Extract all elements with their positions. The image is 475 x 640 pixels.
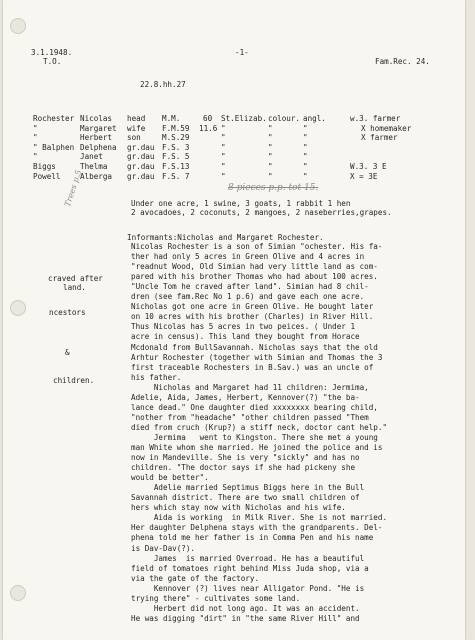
household-cell-color: colour. xyxy=(268,114,301,123)
household-cell-rel: gr.dau xyxy=(127,152,155,162)
body-line: Aida is working in Milk River. She is not married. xyxy=(131,513,388,523)
body-line: James is married Overroad. He has a beautiful xyxy=(131,553,365,563)
body-line: "Uncle Tom he craved after land". Simian had 8 chil- xyxy=(131,282,369,292)
household-cell-religion: angl. xyxy=(303,114,326,123)
household-cell-surname: " xyxy=(33,133,38,143)
header-date: 3.1.1948. xyxy=(31,48,73,57)
body-line: dren (see fam.Rec No 1 p.6) and gave each one acre. xyxy=(131,292,365,302)
household-cell-occupation: w.3. farmer xyxy=(350,114,401,123)
body-line: is Dav-Dav(?). xyxy=(131,543,196,553)
informants-line: Informants:Nicholas and Margaret Rochester. xyxy=(127,233,324,242)
household-cell-parish: " xyxy=(221,162,226,171)
household-cell-religion: " xyxy=(303,171,308,181)
handwritten-note: 8 pieces p.p. tot 15. xyxy=(228,183,319,193)
body-line: Her daughter Delphena stays with the grandparents. Del- xyxy=(131,523,383,533)
household-cell-rel: son xyxy=(127,133,141,143)
household-cell-surname: Biggs xyxy=(33,162,56,171)
body-line: hers which stay now with Nicholas and his wife. xyxy=(131,503,346,513)
household-cell-name: Thelma xyxy=(80,162,108,171)
household-cell-religion: " xyxy=(303,123,308,133)
household-cell-surname: Powell xyxy=(33,171,61,181)
body-line: Nicolas Rochester is a son of Simian "ochester. His fa- xyxy=(131,242,383,251)
margin-note: land. xyxy=(63,283,86,292)
margin-note: children. xyxy=(53,376,95,385)
household-cell-name: Nicolas xyxy=(80,114,113,123)
household-cell-sex-status: F.S. 3 xyxy=(162,142,190,152)
household-cell-name: Herbert xyxy=(80,133,113,143)
body-line: Kennover (?) lives near Alligator Pond. "He is xyxy=(131,583,365,593)
household-cell-parish: " xyxy=(221,123,226,133)
body-line: Thus Nicolas has 5 acres in two peices. ( Under 1 xyxy=(131,322,356,332)
household-cell-name: Alberga xyxy=(80,171,113,181)
body-line: Mcdonald from BullSavannah. Nicholas says that the old xyxy=(131,342,378,352)
household-cell-occupation: W.3. 3 E xyxy=(350,162,387,171)
household-cell-color: " xyxy=(268,123,273,133)
household-cell-name: Margaret xyxy=(80,123,117,133)
household-cell-sex-status: F.S. 5 xyxy=(162,152,190,162)
handwritten-margin-note: Trees p.5 xyxy=(63,168,84,208)
body-line: Herbert did not long ago. It was an accident. xyxy=(131,603,360,613)
household-cell-rel: gr.dau xyxy=(127,162,155,171)
body-line: Jermima went to Kingston. There she met a young xyxy=(131,432,378,442)
body-line: ther had only 5 acres in Green Olive and 4 acres in xyxy=(131,252,365,262)
possessions-line: 2 avocadoes, 2 coconuts, 2 mangoes, 2 naseberries,grapes. xyxy=(131,208,392,217)
household-cell-color: " xyxy=(268,171,273,181)
body-line: would be better". xyxy=(131,473,209,483)
margin-note: & xyxy=(65,348,70,357)
body-line: lance dead." One daughter died xxxxxxxx bearing child, xyxy=(131,402,378,412)
household-cell-extra: 11.6 xyxy=(199,123,218,133)
household-cell-occupation: X = 3E xyxy=(350,171,378,181)
household-cell-parish: " xyxy=(221,142,226,152)
household-cell-name: Delphena xyxy=(80,142,117,152)
body-line: pared with his brother Thomas who had about 100 acres. xyxy=(131,272,378,282)
punch-hole xyxy=(10,585,26,601)
body-line: first traceable Rochesters in B.Sav.) was an uncle of xyxy=(131,362,374,372)
body-line: man White whom she married. He joined the police and is xyxy=(131,443,383,452)
household-cell-color: " xyxy=(268,133,273,143)
record-code: 22.8.hh.27 xyxy=(140,80,186,89)
possessions-line: Under one acre, 1 swine, 3 goats, 1 rabbit 1 hen xyxy=(131,199,351,208)
household-cell-surname: " xyxy=(33,152,38,162)
body-line: trying there" - cultivates some land. xyxy=(131,593,301,603)
punch-hole xyxy=(10,18,26,34)
household-cell-rel: gr.dau xyxy=(127,142,155,152)
household-cell-sex-status: F.S.13 xyxy=(162,162,190,171)
household-cell-occupation: X homemaker xyxy=(361,123,412,133)
body-line: phena told me her father is in Comma Pen and his name xyxy=(131,533,374,543)
body-line: "nother from "headache" "other children passed "Them xyxy=(131,412,369,422)
household-cell-sex-status: M.S.29 xyxy=(162,133,190,143)
household-cell-color: " xyxy=(268,152,273,162)
household-cell-surname: Rochester xyxy=(33,114,75,123)
household-cell-parish: " xyxy=(221,152,226,162)
household-cell-color: " xyxy=(268,142,273,152)
household-cell-parish: " xyxy=(221,171,226,181)
household-cell-religion: " xyxy=(303,152,308,162)
household-cell-religion: " xyxy=(303,142,308,152)
body-line: field of tomatoes right behind Miss Juda shop, via a xyxy=(131,563,369,573)
body-line: acre in census). This land they bought from Horace xyxy=(131,332,360,342)
household-cell-surname: " xyxy=(33,123,38,133)
body-line: via the gate of the factory. xyxy=(131,573,260,583)
body-line: Savannah district. There are two small children of xyxy=(131,493,360,503)
household-cell-surname: " Balphen xyxy=(33,142,75,152)
record-reference: Fam.Rec. 24. xyxy=(375,57,430,66)
household-cell-sex-status: F.M.59 xyxy=(162,123,190,133)
body-line: He was digging "dirt" in "the same River Hill" and xyxy=(131,613,360,623)
body-line: Adelie married Septimus Biggs here in the Bull xyxy=(131,483,365,493)
household-cell-name: Janet xyxy=(80,152,103,162)
household-cell-occupation: X farmer xyxy=(361,133,398,143)
body-line: Arhtur Rochester (together with Simian and Thomas the 3 xyxy=(131,352,383,362)
household-cell-parish: St.Elizab. xyxy=(221,114,267,123)
body-line: now in Mandeville. She is very "sickly" and has no xyxy=(131,453,360,463)
header-initials: T.O. xyxy=(43,57,62,66)
household-cell-religion: " xyxy=(303,162,308,171)
household-cell-color: " xyxy=(268,162,273,171)
household-cell-sex-status: F.S. 7 xyxy=(162,171,190,181)
margin-note: craved after xyxy=(48,274,103,283)
household-cell-rel: head xyxy=(127,114,146,123)
body-line: Nicholas and Margaret had 11 children: Jermima, xyxy=(131,382,369,392)
household-cell-sex-status: M.M. xyxy=(162,114,181,123)
household-cell-parish: " xyxy=(221,133,226,143)
punch-hole xyxy=(10,300,26,316)
body-line: children. "The doctor says if she had pickeny she xyxy=(131,463,356,473)
household-cell-religion: " xyxy=(303,133,308,143)
body-line: on 10 acres with his brother (Charles) in River Hill. xyxy=(131,312,374,322)
document-page xyxy=(3,0,465,640)
body-line: "readnut Wood, Old Simian had very little land as com- xyxy=(131,262,378,272)
margin-note: ncestors xyxy=(49,308,86,317)
household-cell-age: 60 xyxy=(203,114,213,123)
body-line: Adelie, Aida, James, Herbert, Kennover(?) "the ba- xyxy=(131,392,360,402)
household-cell-rel: wife xyxy=(127,123,146,133)
household-cell-rel: gr.dau xyxy=(127,171,155,181)
body-line: his father. xyxy=(131,372,182,382)
page-number: -1- xyxy=(235,48,249,57)
body-line: Nicholas got one acre in Green Olive. He bought later xyxy=(131,302,374,312)
body-line: died from cruch (Krup?) a stiff neck, doctor cant help." xyxy=(131,422,388,432)
